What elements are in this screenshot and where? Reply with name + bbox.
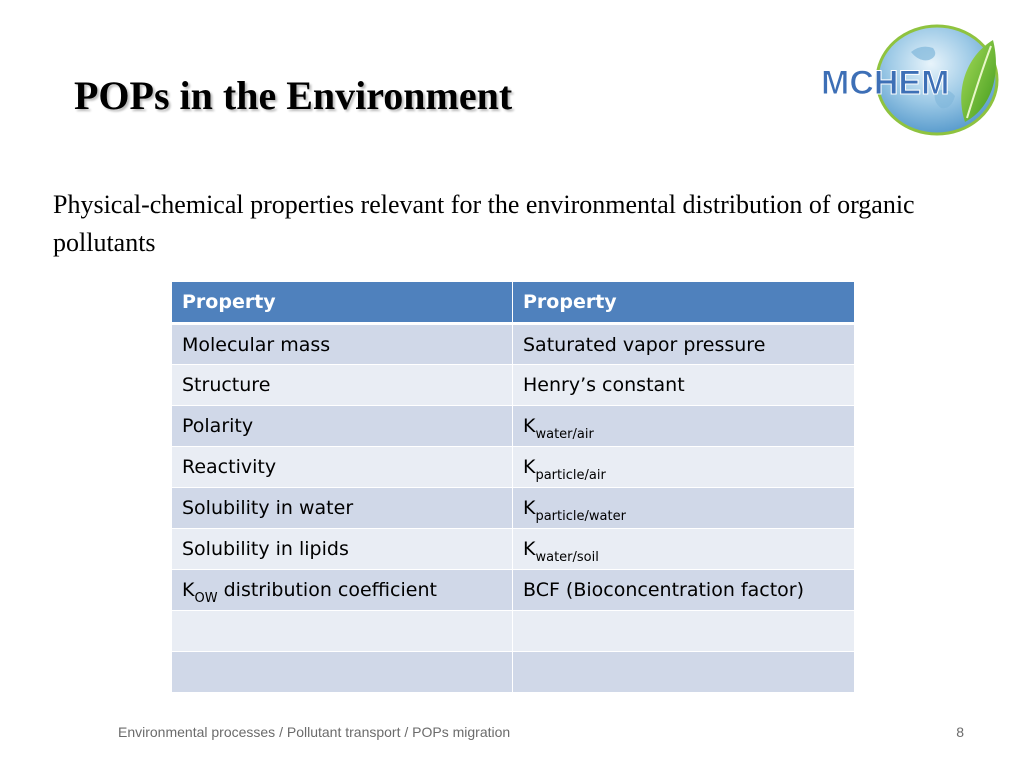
cell-text: Henry’s constant (523, 374, 685, 396)
table-cell (172, 447, 513, 488)
slide-title: POPs in the Environment (74, 73, 513, 118)
table-cell (513, 406, 855, 447)
table-row (172, 447, 855, 488)
cell-subscript: water/air (535, 427, 594, 442)
table-row (172, 406, 855, 447)
table-cell (513, 652, 855, 693)
table-cell (172, 611, 513, 652)
table-cell (513, 529, 855, 570)
table-cell (513, 488, 855, 529)
cell-subscript: particle/water (535, 509, 626, 524)
globe-leaf-logo-icon (815, 22, 1005, 138)
table-row (172, 488, 855, 529)
table-cell (513, 447, 855, 488)
cell-subscript: particle/air (535, 468, 606, 483)
column-header: Property (513, 282, 855, 324)
cell-text: Structure (182, 374, 271, 396)
cell-text-rest: distribution coefficient (217, 579, 437, 601)
table-cell (513, 570, 855, 611)
table-cell (513, 611, 855, 652)
cell-text: Solubility in water (182, 497, 354, 519)
cell-text: K (182, 579, 195, 601)
logo-text: MCHEM (821, 64, 950, 102)
cell-text: Molecular mass (182, 333, 331, 356)
page-number: 8 (956, 724, 964, 740)
table-cell (513, 324, 855, 365)
cell-text: K (523, 456, 536, 478)
table-header-row (172, 282, 855, 324)
table-row (172, 529, 855, 570)
table-row (172, 365, 855, 406)
cell-text: Solubility in lipids (182, 538, 349, 560)
slide-subtitle: Physical-chemical properties relevant for the environmental distribution of organic pollutants (53, 190, 915, 257)
cell-subscript: OW (194, 591, 218, 606)
mchem-logo (815, 22, 1005, 138)
cell-text: K (523, 415, 536, 437)
slide-footer: Environmental processes / Pollutant transport / POPs migration (118, 724, 511, 740)
table-row (172, 611, 855, 652)
table-row (172, 652, 855, 693)
cell-text: Polarity (182, 415, 254, 437)
column-header: Property (172, 282, 513, 324)
cell-text: Saturated vapor pressure (523, 333, 766, 356)
cell-text: K (523, 538, 536, 560)
table-row (172, 570, 855, 611)
table-row (172, 324, 855, 365)
cell-subscript: water/soil (535, 550, 599, 565)
properties-table (171, 281, 855, 693)
table-cell (172, 570, 513, 611)
table-cell (172, 488, 513, 529)
cell-text: Reactivity (182, 456, 277, 478)
cell-text: BCF (Bioconcentration factor) (523, 579, 804, 601)
table-cell (513, 365, 855, 406)
table-cell (172, 529, 513, 570)
table-cell (172, 652, 513, 693)
table-cell (172, 406, 513, 447)
table-cell (172, 365, 513, 406)
table-cell (172, 324, 513, 365)
cell-text: K (523, 497, 536, 519)
